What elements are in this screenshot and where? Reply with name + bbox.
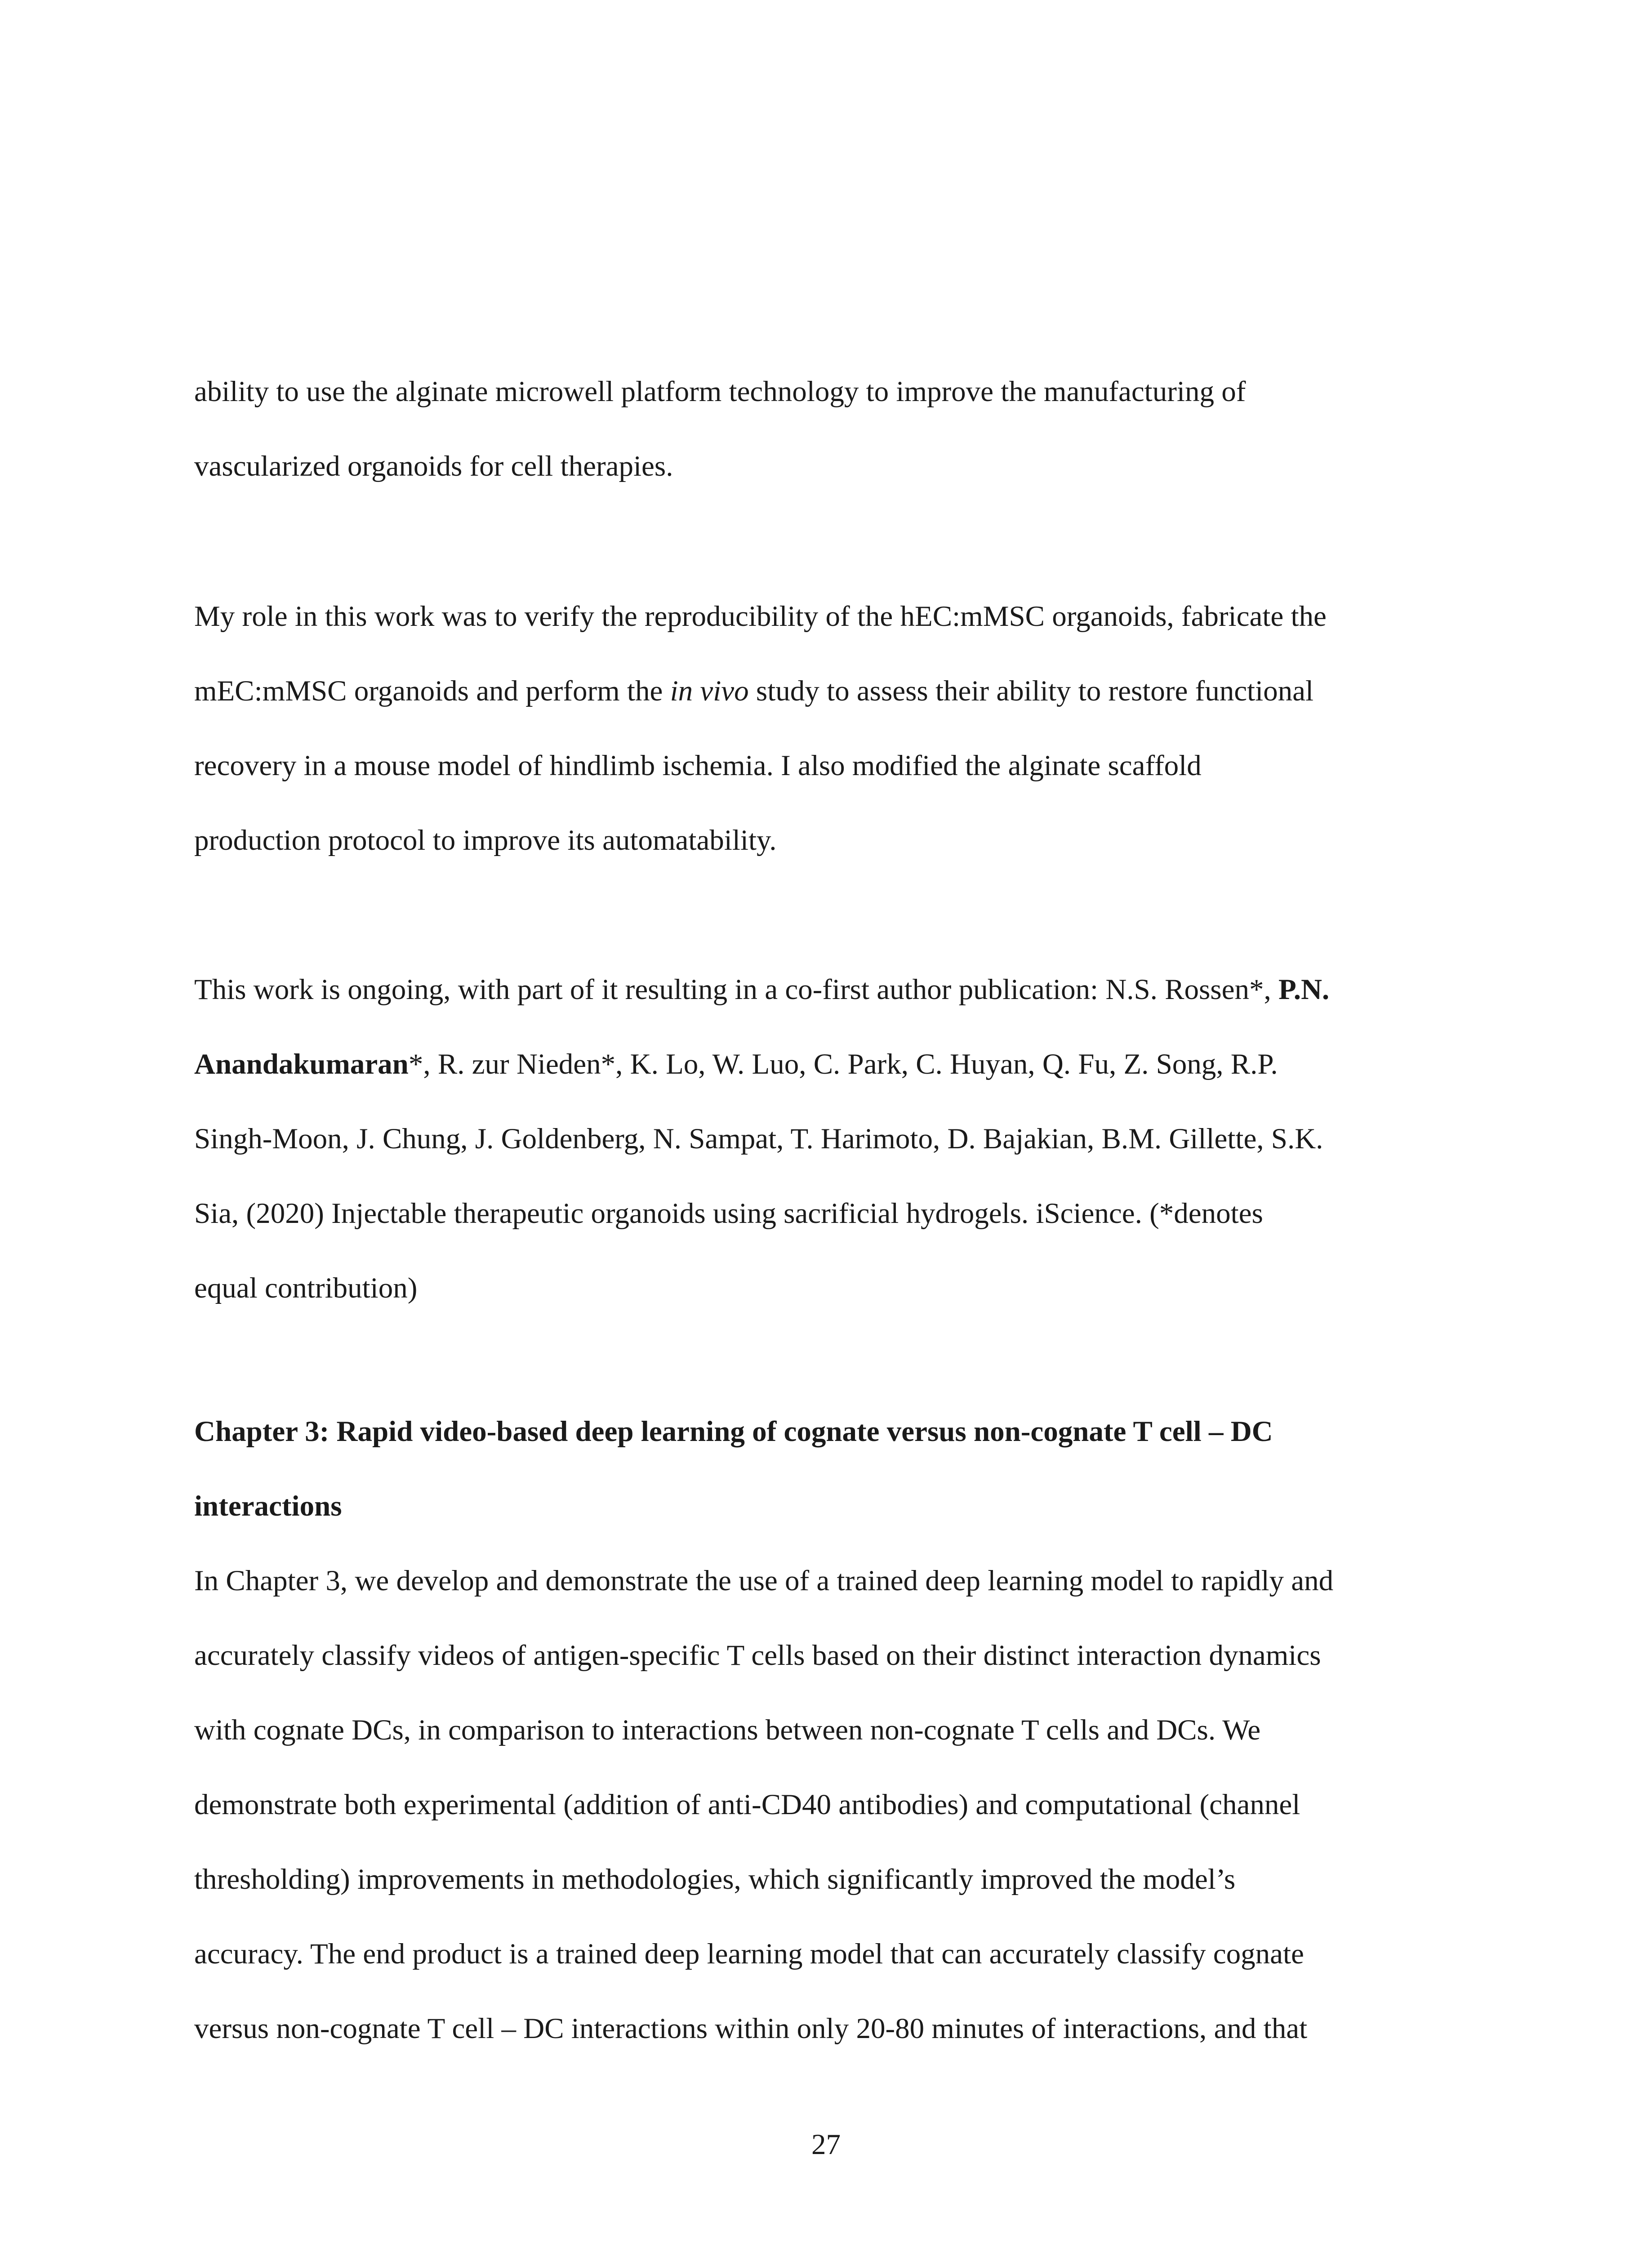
text-line: thresholding) improvements in methodologies, which significantly improved the model’s — [194, 1863, 1236, 1896]
text-line: ability to use the alginate microwell platform technology to improve the manufacturing of — [194, 375, 1246, 408]
chapter-body — [194, 1543, 1453, 2066]
page-number: 27 — [811, 2128, 841, 2161]
text-line: with cognate DCs, in comparison to interactions between non-cognate T cells and DCs. We — [194, 1714, 1261, 1746]
text-line: Sia, (2020) Injectable therapeutic organoids using sacrificial hydrogels. iScience. (*denotes — [194, 1197, 1263, 1230]
author-name-bold: Anandakumaran — [194, 1048, 409, 1080]
text-segment: study to assess their ability to restore functional — [748, 675, 1314, 707]
text-line: accuracy. The end product is a trained deep learning model that can accurately classify cognate — [194, 1938, 1304, 1970]
text-segment: This work is ongoing, with part of it resulting in a co-first author publication: N.S. Rossen*, — [194, 973, 1278, 1006]
chapter-heading — [194, 1394, 1453, 1543]
text-line — [194, 952, 1453, 1027]
paragraph-publication — [194, 952, 1453, 1325]
text-line: My role in this work was to verify the reproducibility of the hEC:mMSC organoids, fabricate the — [194, 600, 1327, 633]
text-line — [194, 654, 1453, 728]
paragraph-role — [194, 579, 1453, 878]
author-name-bold: P.N. — [1278, 973, 1330, 1006]
text-line: Singh-Moon, J. Chung, J. Goldenberg, N. Sampat, T. Harimoto, D. Bajakian, B.M. Gillette, S.K. — [194, 1123, 1323, 1155]
text-line — [194, 1027, 1453, 1102]
italic-term: in vivo — [670, 675, 749, 707]
heading-line: Chapter 3: Rapid video-based deep learning of cognate versus non-cognate T cell – DC — [194, 1415, 1273, 1448]
heading-line: interactions — [194, 1490, 342, 1522]
text-line: production protocol to improve its automatability. — [194, 824, 777, 856]
text-line: vascularized organoids for cell therapies. — [194, 450, 673, 482]
paragraph-continuation — [194, 354, 1453, 504]
text-line: demonstrate both experimental (addition of anti-CD40 antibodies) and computational (channel — [194, 1789, 1300, 1821]
text-line: equal contribution) — [194, 1272, 418, 1304]
text-line: recovery in a mouse model of hindlimb ischemia. I also modified the alginate scaffold — [194, 749, 1202, 782]
text-line: In Chapter 3, we develop and demonstrate the use of a trained deep learning model to rapidly and — [194, 1565, 1334, 1597]
text-line: versus non-cognate T cell – DC interactions within only 20-80 minutes of interactions, and that — [194, 2012, 1308, 2045]
text-segment: mEC:mMSC organoids and perform the — [194, 675, 670, 707]
text-line: accurately classify videos of antigen-specific T cells based on their distinct interaction dynamics — [194, 1639, 1321, 1672]
text-segment: *, R. zur Nieden*, K. Lo, W. Luo, C. Park, C. Huyan, Q. Fu, Z. Song, R.P. — [408, 1048, 1278, 1080]
